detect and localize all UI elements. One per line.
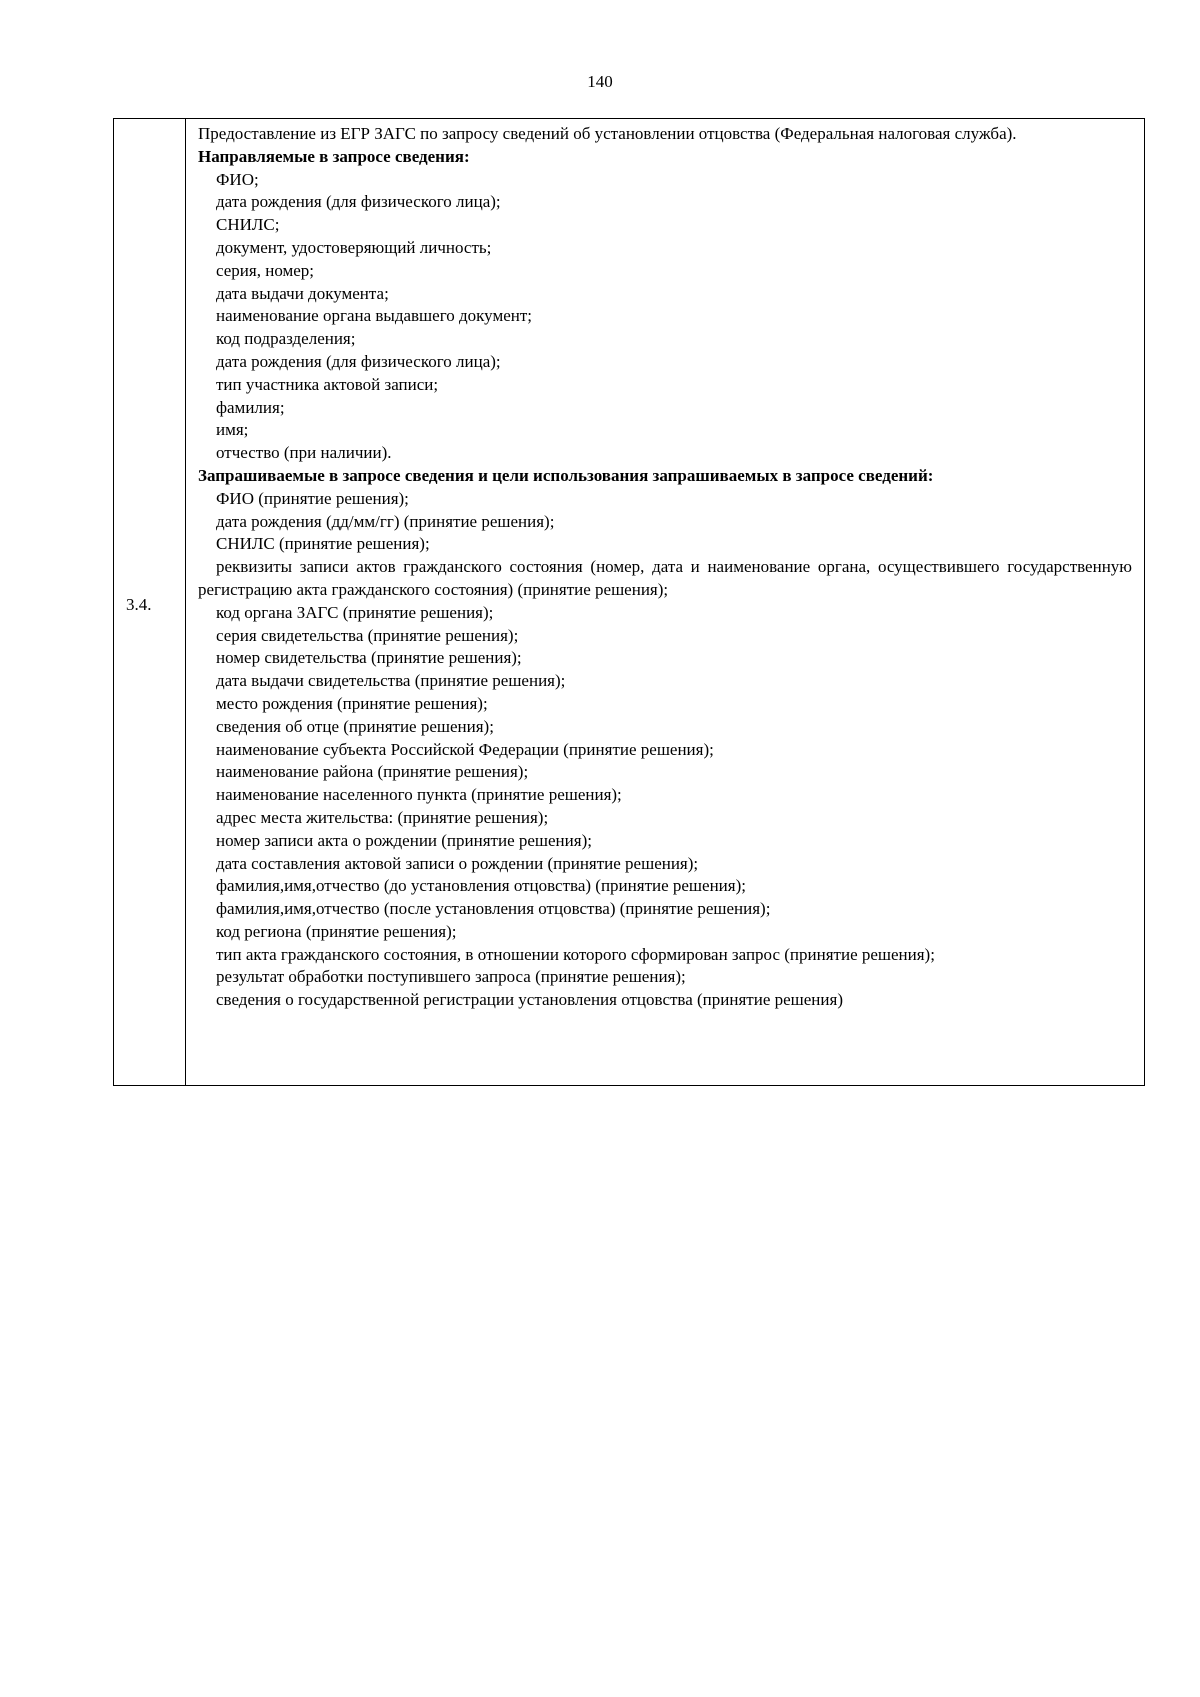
- requested-item: тип акта гражданского состояния, в отношении которого сформирован запрос (принятие решения);: [216, 944, 935, 964]
- data-table: [113, 118, 1145, 1086]
- table-row: [114, 119, 1145, 1086]
- requested-item: СНИЛС (принятие решения);: [216, 534, 430, 554]
- sent-item: имя;: [216, 420, 249, 440]
- requested-item: дата рождения (дд/мм/гг) (принятие решения);: [216, 511, 555, 531]
- requested-item: номер записи акта о рождении (принятие решения);: [216, 830, 592, 850]
- requested-item: результат обработки поступившего запроса (принятие решения);: [216, 967, 686, 987]
- requested-item: адрес места жительства: (принятие решения);: [216, 807, 549, 827]
- sent-heading: Направляемые в запросе сведения:: [198, 146, 470, 166]
- requested-item: фамилия,имя,отчество (до установления отцовства) (принятие решения);: [216, 876, 746, 896]
- sent-item: код подразделения;: [216, 329, 356, 349]
- requested-item: дата выдачи свидетельства (принятие решения);: [216, 671, 566, 691]
- row-number: 3.4.: [126, 595, 152, 614]
- sent-item: фамилия;: [216, 397, 285, 417]
- requested-item: ФИО (принятие решения);: [216, 488, 409, 508]
- sent-item: дата рождения (для физического лица);: [216, 192, 501, 212]
- sent-item: дата выдачи документа;: [216, 283, 389, 303]
- requested-item: наименование района (принятие решения);: [216, 762, 529, 782]
- sent-item: наименование органа выдавшего документ;: [216, 306, 532, 326]
- sent-item: ФИО;: [216, 169, 259, 189]
- row-content-cell: [186, 119, 1145, 1086]
- requested-heading: Запрашиваемые в запросе сведения и цели использования запрашиваемых в запросе сведений:: [198, 465, 934, 485]
- sent-item: дата рождения (для физического лица);: [216, 351, 501, 371]
- requested-item: место рождения (принятие решения);: [216, 693, 488, 713]
- sent-item: документ, удостоверяющий личность;: [216, 237, 492, 257]
- sent-item: СНИЛС;: [216, 215, 280, 235]
- requested-item: фамилия,имя,отчество (после установления отцовства) (принятие решения);: [216, 899, 771, 919]
- sent-item: тип участника актовой записи;: [216, 374, 439, 394]
- row-number-cell: [114, 119, 186, 1086]
- requested-item: сведения об отце (принятие решения);: [216, 716, 494, 736]
- page-number: 140: [587, 72, 613, 91]
- requested-item: реквизиты записи актов гражданского состояния (номер, дата и наименование органа, осуществившего государственную регистрацию акта гражданского состояния) (принятие решения);: [198, 557, 1132, 599]
- requested-items-list: [198, 488, 1132, 1012]
- sent-items-list: [198, 169, 1132, 465]
- requested-item: код органа ЗАГС (принятие решения);: [216, 602, 494, 622]
- requested-item: номер свидетельства (принятие решения);: [216, 648, 522, 668]
- requested-item: код региона (принятие решения);: [216, 921, 457, 941]
- requested-item: серия свидетельства (принятие решения);: [216, 625, 519, 645]
- requested-item: наименование населенного пункта (принятие решения);: [216, 785, 622, 805]
- sent-item: отчество (при наличии).: [216, 443, 392, 463]
- row-title: Предоставление из ЕГР ЗАГС по запросу сведений об установлении отцовства (Федеральная налоговая служба).: [198, 124, 1017, 143]
- requested-item: наименование субъекта Российской Федерации (принятие решения);: [216, 739, 714, 759]
- requested-item: дата составления актовой записи о рождении (принятие решения);: [216, 853, 699, 873]
- sent-item: серия, номер;: [216, 260, 315, 280]
- requested-item: сведения о государственной регистрации установления отцовства (принятие решения): [216, 990, 843, 1010]
